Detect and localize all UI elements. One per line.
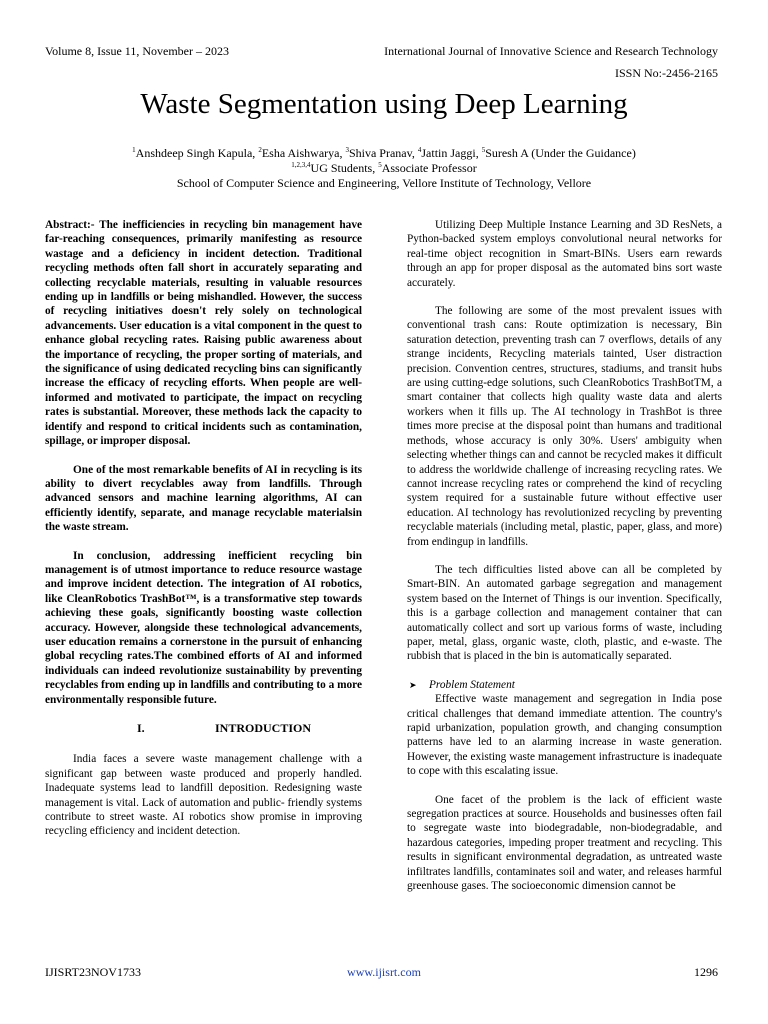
section-title: INTRODUCTION <box>215 721 312 735</box>
paper-title: Waste Segmentation using Deep Learning <box>140 88 628 120</box>
subsection-heading <box>407 678 722 692</box>
journal-name: International Journal of Innovative Science and Research Technology <box>384 44 718 58</box>
body-paragraph-2: The following are some of the most prevalent issues with conventional trash cans: Route optimization is necessary, Bin saturation detection, preventing trash can 7 overflows, details of any strange incidents, Recycling materials tainted, User distraction precision. Convention centres, structures, stadiums, and transit hubs are using cutting-edge solutions, such CleanRobotics TrashBotTM, a smart container that collects high quality waste data and alerts workers when it fills up. The AI technology in TrashBot is three times more precise at the disposal point than humans and traditional methods, whose accuracy is only 30%. Users' ambiguity when selecting whether things can and cannot be recycled makes it difficult to address the worldwide challenge of increasing recycling rates. We cannot increase recycling rates or comprehend the kind of recycling system required for a sustainable future without effective user education. AI technology has revolutionized recycling by preventing recyclable materials (including metal, plastic, paper, glass, and more) from endingup in landfills. <box>407 305 722 548</box>
section-heading <box>45 721 362 735</box>
author-affiliation: School of Computer Science and Engineering, Vellore Institute of Technology, Vellore <box>176 176 592 190</box>
body-paragraph-4: Effective waste management and segregation in India pose critical challenges that demand immediate attention. The country's rapid urbanization, population growth, and changing consumption patterns have led to an alarming increase in waste generation. However, the existing waste management infrastructure is inadequate to cope with this escalating issue. <box>407 693 722 778</box>
abstract-paragraph: Abstract:- The inefficiencies in recycling bin management have far-reaching consequences, primarily manifesting as resource wastage and a deficiency in incident detection. Traditional recycling methods often fall short in accurately separating and collecting recyclable materials, resulting in valuable resources ending up in landfills or being mishandled. However, the success of recycling initiatives doesn't rely solely on technological advancements. User education is a vital component in the quest to enhance global recycling rates. Raising public awareness about the importance of recycling, the proper sorting of materials, and the significance of using dedicated recycling bins can significantly increase the efficacy of recycling efforts. When people are well-informed and motivated to participate, the impact on recycling rates is substantial. Moreover, these methods lack the capacity to identify and respond to critical incidents such as contamination, spillage, or improper disposal. <box>45 219 362 448</box>
body-paragraph-1: Utilizing Deep Multiple Instance Learning and 3D ResNets, a Python-backed system employs convolutional neural networks for real-time object recognition in Smart-BINs. Users earn rewards through an app for proper disposal as the automated bins sort waste accurately. <box>407 219 722 289</box>
author-block <box>0 146 768 191</box>
subsection-title: Problem Statement <box>429 678 515 691</box>
issn-number: ISSN No:-2456-2165 <box>614 66 718 80</box>
journal-volume: Volume 8, Issue 11, November – 2023 <box>45 44 229 58</box>
body-paragraph-3: The tech difficulties listed above can all be completed by Smart-BIN. An automated garbage segregation and management system based on the Internet of Things is our invention. Specifically, this is a garbage collection and management container that can automatically collect and sort up various forms of waste, including paper, metal, glass, organic waste, cloth, plastic, and e-waste. The rubbish that is placed in the bin is automatically separated. <box>407 563 722 663</box>
section-number: I. <box>137 721 145 735</box>
arrow-bullet-icon: ➤ <box>409 679 417 690</box>
body-paragraph-5: One facet of the problem is the lack of efficient waste segregation practices at source. Households and businesses often fail to segregate waste into biodegradable, non-biodegradable, and hazardous categories, impeding proper treatment and recycling. This results in significant environmental degradation, as untreated waste infiltrates landfills, contaminates soil and water, and releases harmful greenhouse gases. The socioeconomic dimension cannot be <box>407 793 722 893</box>
abstract-paragraph-3: In conclusion, addressing inefficient recycling bin management is of utmost importance to reduce resource wastage and improve incident detection. The integration of AI robotics, like CleanRobotics TrashBot™, is a transformative step towards achieving these goals, significantly boosting waste collection accuracy. However, alongside these technological advancements, user education remains a cornerstone in the pursuit of enhancing global recycling rates.The combined efforts of AI and informed individuals can indeed revolutionize sustainability by preventing recyclables from ending up in landfills and contributing to a more environmentally responsible future. <box>45 549 362 706</box>
intro-paragraph: India faces a severe waste management challenge with a significant gap between waste produced and properly handled. Inadequate systems lead to landfill deposition. Redesigning waste management is vital. Lack of automation and public- friendly systems contribute to street waste. AI robotics show promise in improving recycling efficiency and incident detection. <box>45 753 362 838</box>
journal-website-link[interactable]: www.ijisrt.com <box>347 965 421 979</box>
paper-id: IJISRT23NOV1733 <box>45 965 141 979</box>
right-column <box>407 218 722 907</box>
author-names: $^1$Anshdeep Singh Kapula, $^2$Esha Aishwarya, $^3$Shiva Pranav, $^4$Jattin Jaggi, $^5$Suresh A (Under the Guidance) <box>132 146 636 160</box>
author-roles: $^{1,2,3,4}$UG Students, $^5$Associate Professor <box>291 161 477 175</box>
left-column <box>45 218 362 853</box>
abstract-paragraph-2: One of the most remarkable benefits of AI in recycling is its ability to divert recyclables away from landfills. Through advanced sensors and machine learning algorithms, AI can efficiently identify, separate, and manage recyclable materialsin the waste stream. <box>45 463 362 534</box>
page-number: 1296 <box>694 965 718 979</box>
